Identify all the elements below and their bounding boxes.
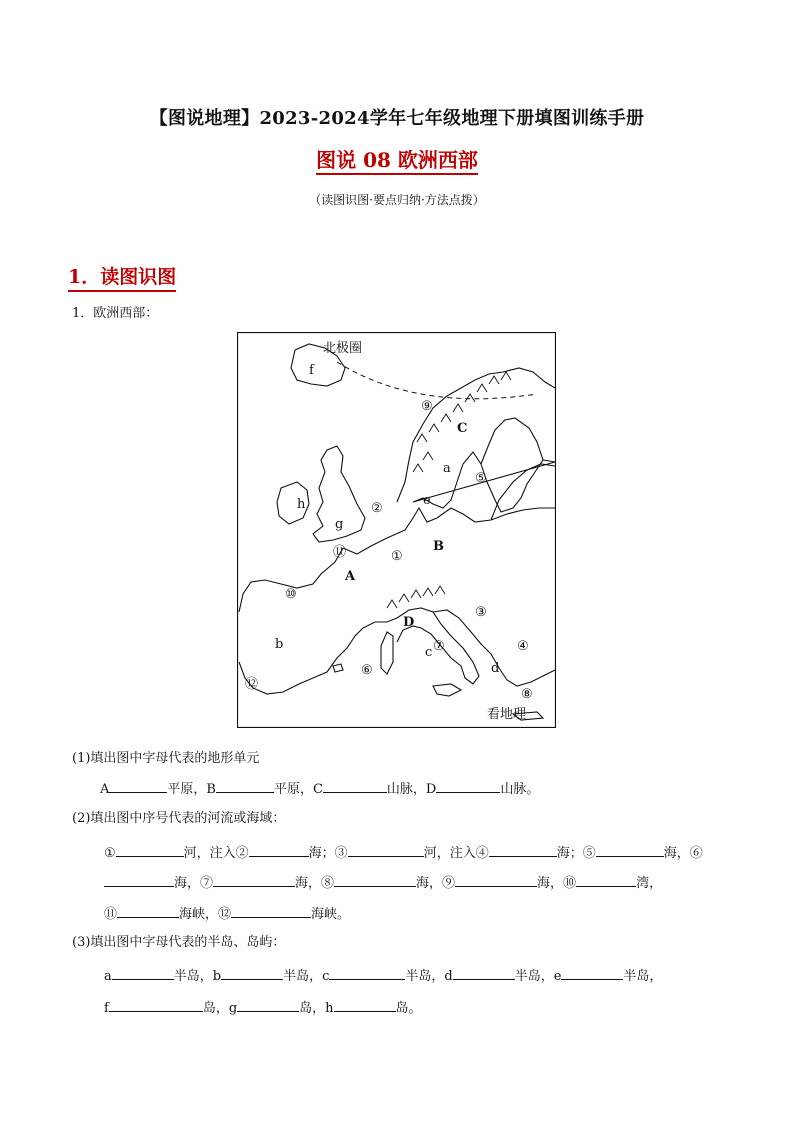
map-label-e: e xyxy=(423,493,431,508)
text-w3c: 海峡。 xyxy=(311,907,351,922)
text-p1b: 半岛，b xyxy=(173,969,222,984)
text-p2c: 岛，h xyxy=(299,1001,334,1016)
q-landforms-line xyxy=(100,778,539,799)
text-w1a: ① xyxy=(104,846,116,861)
text-mtn1: 山脉，D xyxy=(386,782,437,797)
text-w1d: 河，注入④ xyxy=(423,846,489,861)
map-label-b: b xyxy=(275,637,284,652)
blank-island-h[interactable] xyxy=(334,997,396,1012)
text-p2b: 岛，g xyxy=(202,1001,238,1016)
blank-water-6[interactable] xyxy=(104,872,174,887)
map-number-9: ⑨ xyxy=(421,399,433,414)
q-waters-heading: (2)填出图中序号代表的河流或海域： xyxy=(72,811,286,826)
section-title: 1．读图识图 xyxy=(68,266,176,292)
subtitle-text: 图说 08 欧洲西部 xyxy=(316,148,478,175)
q-waters-line2 xyxy=(104,872,662,893)
map-label-a: a xyxy=(443,461,451,476)
map-number-10: ⑩ xyxy=(285,587,297,602)
text-mtn2: 山脉。 xyxy=(500,782,540,797)
map-number-8: ⑧ xyxy=(521,687,533,702)
blank-water-2[interactable] xyxy=(249,842,309,857)
text-w1b: 河，注入② xyxy=(183,846,249,861)
text-w2e: 湾， xyxy=(636,876,663,891)
blank-island-g[interactable] xyxy=(237,997,299,1012)
blank-C[interactable] xyxy=(323,778,387,793)
text-w2a: 海，⑦ xyxy=(174,876,214,891)
q-peninsulas-line1 xyxy=(104,965,662,986)
blank-water-5[interactable] xyxy=(596,842,664,857)
map-label-d: d xyxy=(491,661,500,676)
map-number-2: ② xyxy=(371,501,383,516)
map-frame xyxy=(238,333,556,728)
text-plain1: 平原，B xyxy=(167,782,216,797)
map-label-f: f xyxy=(309,363,314,378)
text-w1f: 海，⑥ xyxy=(663,846,703,861)
map-number-7: ⑦ xyxy=(433,639,445,654)
map-label-h: h xyxy=(297,497,306,512)
blank-D[interactable] xyxy=(436,778,500,793)
text-w1c: 海；③ xyxy=(308,846,348,861)
map-label-g: g xyxy=(335,517,344,532)
text-w1e: 海；⑤ xyxy=(556,846,596,861)
text-p2a: f xyxy=(104,1001,109,1016)
text-w2c: 海，⑨ xyxy=(416,876,456,891)
map-label-D: D xyxy=(403,615,415,630)
text-p1f: 半岛， xyxy=(623,969,663,984)
blank-water-1[interactable] xyxy=(116,842,184,857)
text-p1a: a xyxy=(104,969,112,984)
map-watermark: 看地理 xyxy=(487,707,527,722)
map-number-3: ③ xyxy=(475,605,487,620)
q-landforms-heading: (1)填出图中字母代表的地形单元 xyxy=(72,751,260,766)
q-peninsulas-heading: (3)填出图中字母代表的半岛、岛屿： xyxy=(72,935,286,950)
map-label-A: A xyxy=(345,569,356,584)
blank-water-9[interactable] xyxy=(455,872,537,887)
blank-A[interactable] xyxy=(109,778,167,793)
text-w2b: 海，⑧ xyxy=(295,876,335,891)
text-p1c: 半岛，c xyxy=(283,969,330,984)
map-number-6: ⑥ xyxy=(361,663,373,678)
text-A: A xyxy=(100,782,110,797)
blank-water-12[interactable] xyxy=(231,903,311,918)
text-p2d: 岛。 xyxy=(395,1001,422,1016)
blank-water-8[interactable] xyxy=(334,872,416,887)
text-p1e: 半岛，e xyxy=(514,969,562,984)
western-europe-map xyxy=(237,332,556,728)
blank-water-3[interactable] xyxy=(348,842,424,857)
blank-peninsula-c[interactable] xyxy=(329,965,405,980)
q-waters-line3 xyxy=(104,903,350,924)
blank-peninsula-e[interactable] xyxy=(561,965,623,980)
blank-water-7[interactable] xyxy=(213,872,295,887)
text-w3a: ⑪ xyxy=(104,907,118,922)
text-w3b: 海峡，⑫ xyxy=(179,907,232,922)
blank-island-f[interactable] xyxy=(109,997,203,1012)
blank-water-10[interactable] xyxy=(576,872,636,887)
blank-peninsula-d[interactable] xyxy=(453,965,515,980)
document-subtitle xyxy=(0,144,794,173)
map-label-c: c xyxy=(425,645,433,660)
map-number-5: ⑤ xyxy=(475,471,487,486)
document-note: （读图识图·要点归纳·方法点拨） xyxy=(309,193,485,207)
text-plain2: 平原，C xyxy=(273,782,323,797)
arctic-circle-label: 北极圈 xyxy=(323,341,363,356)
blank-water-4[interactable] xyxy=(489,842,557,857)
map-number-12: ⑫ xyxy=(245,677,259,692)
document-title: 【图说地理】2023-2024学年七年级地理下册填图训练手册 xyxy=(149,108,645,129)
blank-peninsula-b[interactable] xyxy=(221,965,283,980)
blank-peninsula-a[interactable] xyxy=(112,965,174,980)
question-intro: 1．欧洲西部： xyxy=(72,306,159,321)
blank-water-11[interactable] xyxy=(117,903,179,918)
section-heading xyxy=(68,262,176,289)
text-p1d: 半岛，d xyxy=(405,969,453,984)
q-waters-line1 xyxy=(104,842,703,863)
map-label-C: C xyxy=(457,421,468,436)
blank-B[interactable] xyxy=(216,778,274,793)
q-peninsulas-line2 xyxy=(104,997,422,1018)
map-label-B: B xyxy=(433,539,444,554)
text-w2d: 海，⑩ xyxy=(537,876,577,891)
map-number-1: ① xyxy=(391,549,403,564)
map-number-4: ④ xyxy=(517,639,529,654)
map-number-11: ⑪ xyxy=(333,545,347,560)
